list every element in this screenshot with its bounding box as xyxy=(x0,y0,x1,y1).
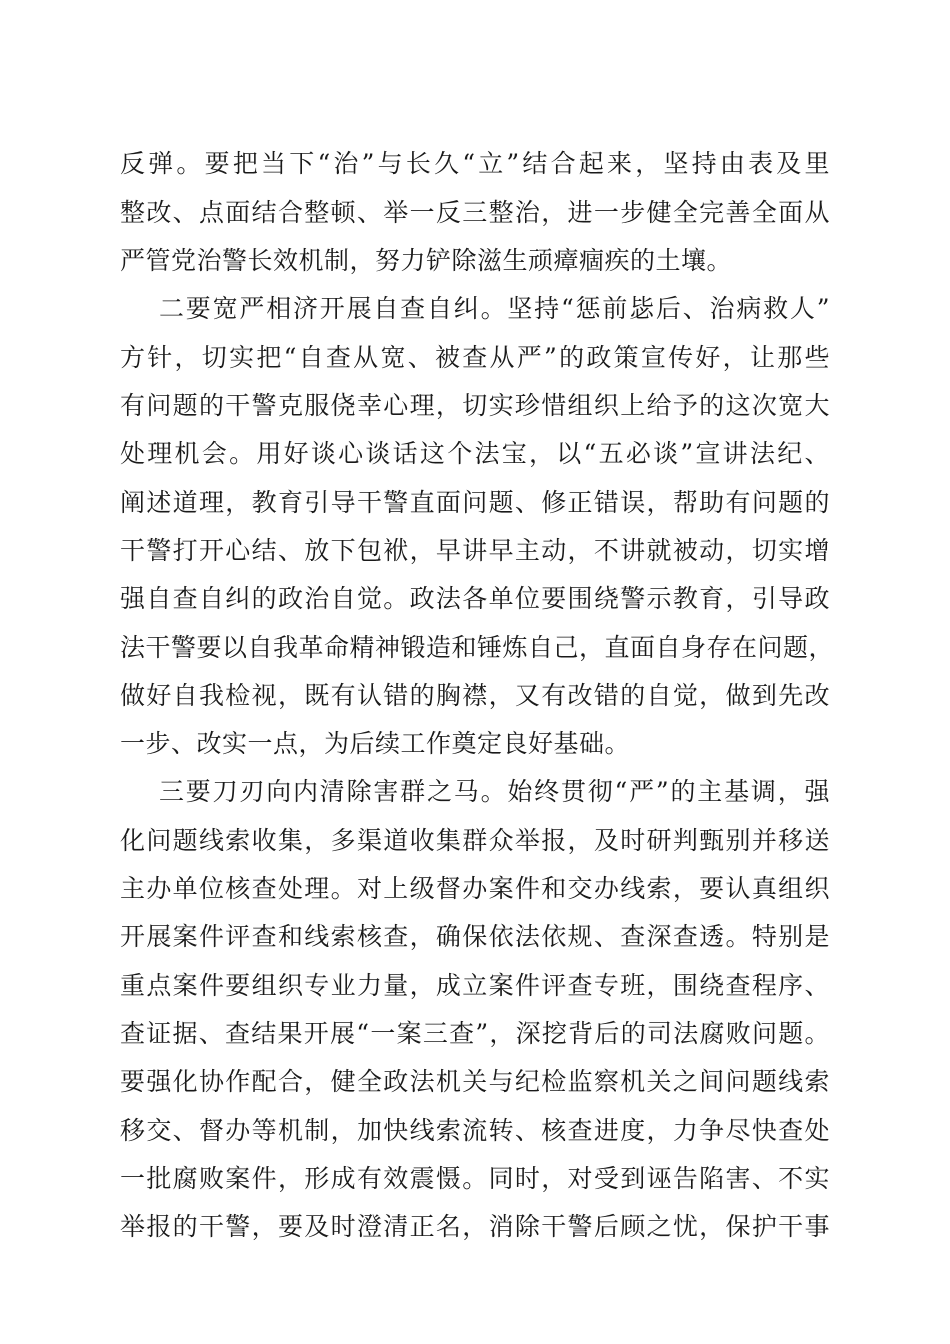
text-line: 移交、督办等机制，加快线索流转、核查进度，力争尽快查处 xyxy=(120,1116,830,1145)
text-line: 阐述道理，教育引导干警直面问题、修正错误，帮助有问题的 xyxy=(120,488,830,517)
text-line: 强自查自纠的政治自觉。政法各单位要围绕警示教育，引导政 xyxy=(120,584,830,613)
text-line: 一步、改实一点，为后续工作奠定良好基础。 xyxy=(120,729,631,758)
text-line: 方针，切实把“自查从宽、被查从严”的政策宣传好，让那些 xyxy=(120,343,830,372)
text-line: 做好自我检视，既有认错的胸襟，又有改错的自觉，做到先改 xyxy=(120,681,830,710)
text-line: 反弹。要把当下“治”与长久“立”结合起来，坚持由表及里 xyxy=(120,149,830,178)
text-line: 干警打开心结、放下包袱，早讲早主动，不讲就被动，切实增 xyxy=(120,536,830,565)
text-line: 主办单位核查处理。对上级督办案件和交办线索，要认真组织 xyxy=(120,874,830,903)
text-line: 重点案件要组织专业力量，成立案件评查专班，围绕查程序、 xyxy=(120,971,830,1000)
text-line: 举报的干警，要及时澄清正名，消除干警后顾之忧，保护干事 xyxy=(120,1212,830,1241)
text-line: 一批腐败案件，形成有效震慑。同时，对受到诬告陷害、不实 xyxy=(120,1164,830,1193)
text-line: 整改、点面结合整顿、举一反三整治，进一步健全完善全面从 xyxy=(120,198,830,227)
text-line: 化问题线索收集，多渠道收集群众举报，及时研判甄别并移送 xyxy=(120,826,830,855)
text-line: 要强化协作配合，健全政法机关与纪检监察机关之间问题线索 xyxy=(120,1067,830,1096)
text-line: 开展案件评查和线索核查，确保依法依规、查深查透。特别是 xyxy=(120,922,830,951)
paragraph-start-line: 二要宽严相济开展自查自纠。坚持“惩前毖后、治病救人” xyxy=(159,294,830,323)
text-line: 法干警要以自我革命精神锻造和锤炼自己，直面自身存在问题， xyxy=(120,633,835,662)
text-line: 严管党治警长效机制，努力铲除滋生顽瘴痼疾的土壤。 xyxy=(120,246,733,275)
text-line: 查证据、查结果开展“一案三查”，深挖背后的司法腐败问题。 xyxy=(120,1019,830,1048)
text-line: 有问题的干警克服侥幸心理，切实珍惜组织上给予的这次宽大 xyxy=(120,391,830,420)
paragraph-start-line: 三要刀刃向内清除害群之马。始终贯彻“严”的主基调，强 xyxy=(159,777,830,806)
text-line: 处理机会。用好谈心谈话这个法宝，以“五必谈”宣讲法纪、 xyxy=(120,439,830,468)
